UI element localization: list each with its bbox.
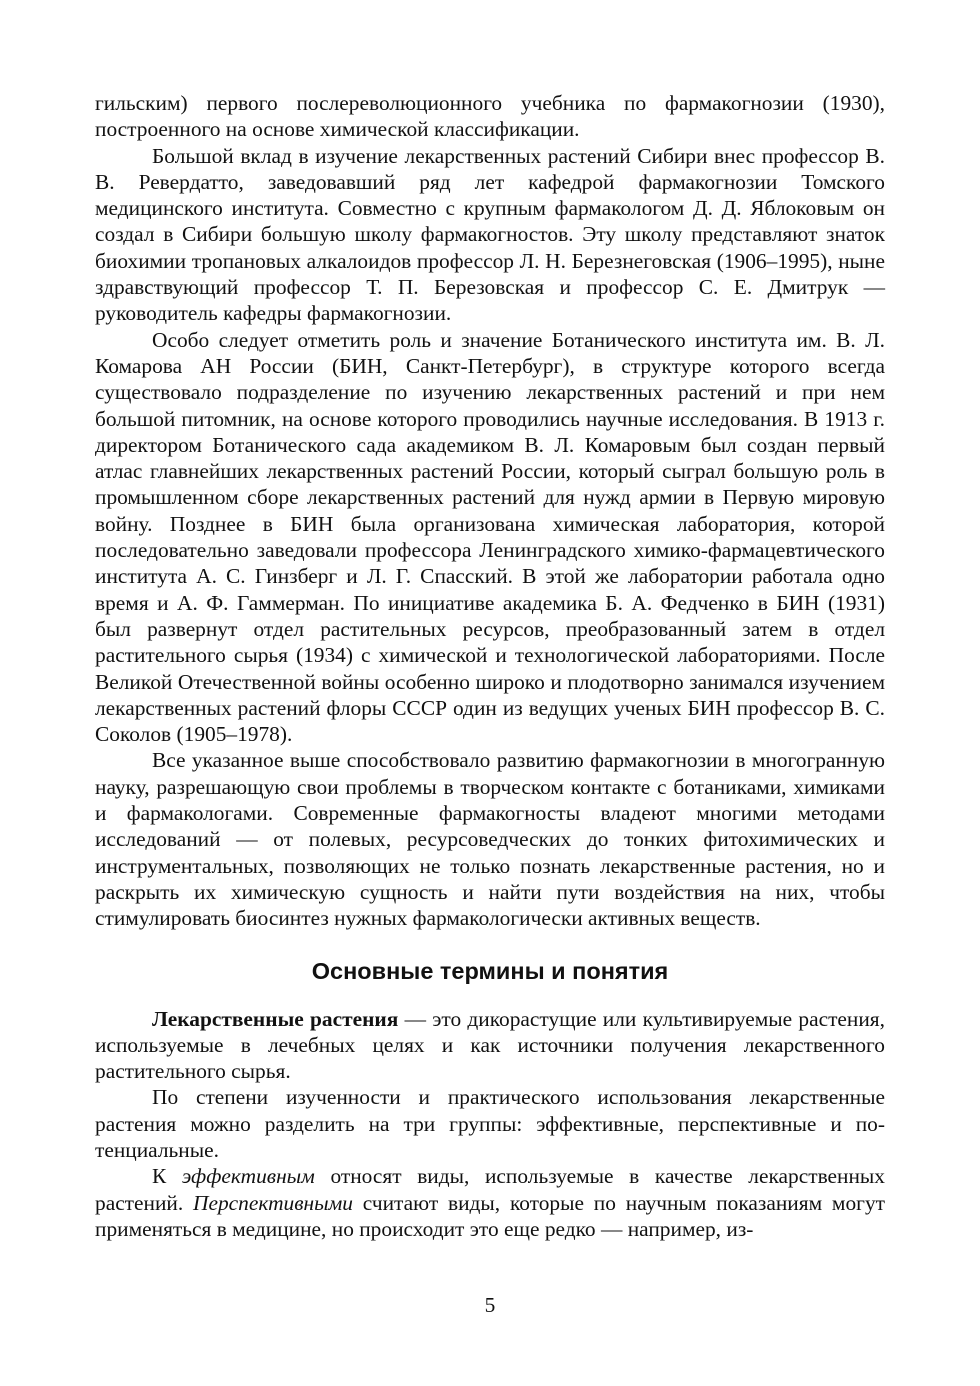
paragraph-pharmacognosy-development: Все указанное выше способствовало развитию фармакогнозии в многогранную науку, разрешающую свои проблемы в творческом контакте с ботаниками, химиками и фармакологами. Современные фармакогносты владеют многими методами исследований — от полевых, ресурсоведческих до тонких фитохимических и инструментальных, позволяющих не только познать лекарственные растения, но и раскрыть их химическую сущность и найти пути воздействия на них, чтобы стимулировать биосинтез нужных фармакологически активных веществ.: [95, 748, 885, 931]
text-fragment: К: [152, 1164, 182, 1189]
section-heading: Основные термины и понятия: [311, 957, 669, 984]
text-fragment: относят виды, используемые в качестве лекарственных растений.: [95, 1164, 885, 1215]
term-perspective: Перспективными: [193, 1190, 353, 1215]
paragraph-effective-perspective: [95, 1163, 885, 1242]
page-number: 5: [484, 1293, 496, 1317]
term-medicinal-plants: Лекарственные растения: [152, 1006, 399, 1031]
text-fragment: считают виды, которые по научным показаниям могут применяться в медицине, но происходит это еще редко — например, из-: [95, 1190, 885, 1241]
paragraph-three-groups: По степени изученности и практического использования лекарственные растения можно разделить на три группы: эффективные, перспективные и потенциальные.: [95, 1085, 885, 1162]
paragraph-continuation: гильским) первого послереволюционного учебника по фармакогнозии (1930), построенного на основе химической классификации.: [95, 91, 885, 142]
page-body: [95, 90, 885, 1242]
paragraph-medicinal-plants-definition: [95, 1006, 885, 1085]
paragraph-botanical-institute: Особо следует отметить роль и значение Ботанического института им. В. Л. Комарова АН России (БИН, Санкт-Петербург), в структуре которого всегда существовало подразделение по изучению лекарственных растений и при нем большой питомник, на основе которого проводились научные исследования. В 1913 г. директором Ботанического сада академиком В. Л. Комаровым был создан первый атлас главнейших лекарственных растений России, который сыграл большую роль в промышленном сборе лекарственных растений для нужд армии в Первую мировую войну. Позднее в БИН была организована химическая лаборатория, которой последовательно заведовали профессора Ленинградского химико-фармацевтического института А. С. Гинзберг и Л. Г. Спасский. В этой же лаборатории работала одно время и А. Ф. Гаммерман. По инициативе академика Б. А. Федченко в БИН (1931) был развернут отдел растительных ресурсов, преобразованный затем в отдел растительного сырья (1934) с химической и технологической лабораториями. После Великой Отечественной войны особенно широко и плодотворно занимался изучением лекарственных растений флоры СССР один из ведущих ученых БИН профессор В. С. Соколов (1905–1978).: [95, 327, 885, 747]
term-effective: эффективным: [181, 1164, 315, 1189]
paragraph-reverdatto: Большой вклад в изучение лекарственных растений Сибири внес профессор В. В. Ревердатто, заведовавший ряд лет кафедрой фармакогнозии Томского медицинского института. Совместно с крупным фармакологом Д. Д. Яблоковым он создал в Сибири большую школу фармакогностов. Эту школу представляют знаток биохимии тропановых алкалоидов профессор Л. Н. Березнеговская (1906–1995), ныне здравствующий профессор Т. П. Березовская и профессор С. Е. Дмитрук — руководитель кафедры фармакогнозии.: [95, 143, 885, 326]
definition-text: — это дикорастущие или культивируемые растения, используемые в лечебных целях и как источники получения лекарственного растительного сырья.: [95, 1006, 885, 1084]
